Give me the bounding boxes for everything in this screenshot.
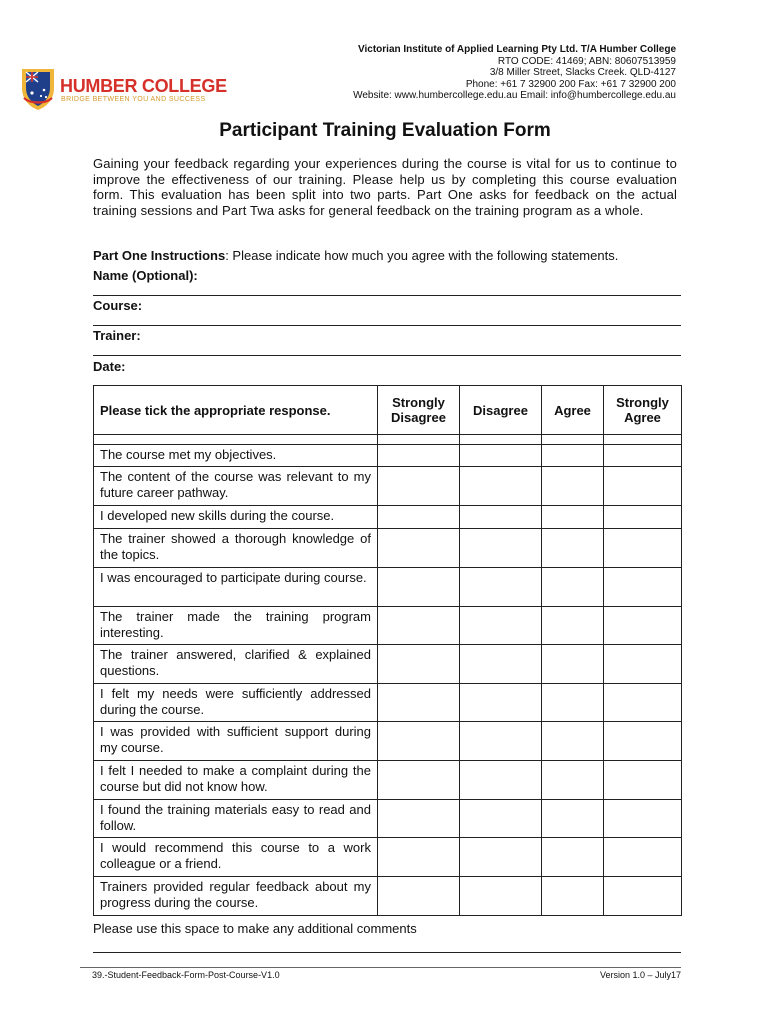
part-one-instructions — [93, 248, 618, 263]
statement: The content of the course was relevant to my future career pathway. — [94, 467, 378, 506]
trainer-label: Trainer: — [93, 328, 141, 343]
header-disagree: Disagree — [460, 386, 542, 435]
tick-strongly-agree[interactable] — [604, 445, 682, 467]
humber-college-logo — [18, 66, 227, 112]
tick-strongly-disagree[interactable] — [378, 467, 460, 506]
phone-fax: Phone: +61 7 32900 200 Fax: +61 7 32900 200 — [465, 78, 676, 90]
address: 3/8 Miller Street, Slacks Creek. QLD-4127 — [489, 67, 676, 79]
tick-strongly-disagree[interactable] — [378, 445, 460, 467]
table-row — [94, 684, 682, 722]
statement: I found the training materials easy to read and follow. — [94, 800, 378, 838]
tick-disagree[interactable] — [460, 568, 542, 607]
statement: Trainers provided regular feedback about my progress during the course. — [94, 877, 378, 916]
footer-version: Version 1.0 – July17 — [599, 970, 681, 980]
logo-tagline: BRIDGE BETWEEN YOU AND SUCCESS — [61, 96, 206, 103]
tick-strongly-disagree[interactable] — [378, 722, 460, 761]
tick-strongly-disagree[interactable] — [378, 684, 460, 722]
website-email: Website: www.humbercollege.edu.au Email: info@humbercollege.edu.au — [353, 90, 676, 102]
tick-disagree[interactable] — [460, 506, 542, 529]
evaluation-table — [93, 385, 682, 916]
tick-agree[interactable] — [542, 722, 604, 761]
tick-strongly-disagree[interactable] — [378, 568, 460, 607]
tick-agree[interactable] — [542, 645, 604, 684]
tick-strongly-agree[interactable] — [604, 529, 682, 568]
table-row — [94, 800, 682, 838]
tick-strongly-agree[interactable] — [604, 722, 682, 761]
name-label: Name (Optional): — [93, 268, 198, 283]
tick-strongly-disagree[interactable] — [378, 761, 460, 800]
tick-strongly-agree[interactable] — [604, 506, 682, 529]
tick-disagree[interactable] — [460, 445, 542, 467]
tick-strongly-agree[interactable] — [604, 800, 682, 838]
page-title: Participant Training Evaluation Form — [219, 120, 551, 141]
statement: I felt I needed to make a complaint during the course but did not know how. — [94, 761, 378, 800]
comments-input-line[interactable] — [93, 952, 681, 953]
tick-agree[interactable] — [542, 761, 604, 800]
tick-strongly-agree[interactable] — [604, 467, 682, 506]
header-agree: Agree — [542, 386, 604, 435]
tick-strongly-disagree[interactable] — [378, 506, 460, 529]
tick-strongly-agree[interactable] — [604, 838, 682, 877]
rto-code: RTO CODE: 41469; ABN: 80607513959 — [497, 55, 676, 67]
tick-disagree[interactable] — [460, 877, 542, 916]
trainer-line — [93, 355, 681, 356]
statement: I was provided with sufficient support during my course. — [94, 722, 378, 761]
tick-agree[interactable] — [542, 877, 604, 916]
tick-agree[interactable] — [542, 684, 604, 722]
statement: I was encouraged to participate during course. — [94, 568, 378, 607]
tick-disagree[interactable] — [460, 761, 542, 800]
intro-paragraph: Gaining your feedback regarding your experiences during the course is vital for us to continue to improve the effectiveness of our training. Please help us by completing this course evaluation form. This evaluation has been split into two parts. Part One asks for feedback on the actual training sessions and Part Twa asks for general feedback on the training program as a whole. — [93, 156, 677, 218]
course-label: Course: — [93, 298, 143, 313]
table-header-row — [94, 386, 682, 435]
organization-name: Victorian Institute of Applied Learning Pty Ltd. T/A Humber College — [358, 44, 676, 55]
table-row — [94, 722, 682, 761]
tick-agree[interactable] — [542, 607, 604, 645]
organization-header — [353, 44, 676, 102]
tick-agree[interactable] — [542, 838, 604, 877]
table-row — [94, 506, 682, 529]
tick-agree[interactable] — [542, 800, 604, 838]
header-strongly-agree: Strongly Agree — [604, 386, 682, 435]
statement: I developed new skills during the course. — [94, 506, 378, 529]
tick-disagree[interactable] — [460, 645, 542, 684]
tick-strongly-disagree[interactable] — [378, 838, 460, 877]
logo-name: HUMBER COLLEGE — [60, 76, 227, 96]
header-prompt: Please tick the appropriate response. — [94, 386, 378, 435]
tick-strongly-agree[interactable] — [604, 607, 682, 645]
table-row — [94, 568, 682, 607]
course-field[interactable] — [93, 296, 681, 326]
statement: I felt my needs were sufficiently addressed during the course. — [94, 684, 378, 722]
tick-strongly-agree[interactable] — [604, 568, 682, 607]
table-row — [94, 445, 682, 467]
tick-strongly-agree[interactable] — [604, 645, 682, 684]
header-strongly-disagree: Strongly Disagree — [378, 386, 460, 435]
tick-agree[interactable] — [542, 445, 604, 467]
statement: The trainer answered, clarified & explained questions. — [94, 645, 378, 684]
tick-agree[interactable] — [542, 529, 604, 568]
tick-disagree[interactable] — [460, 722, 542, 761]
tick-strongly-disagree[interactable] — [378, 800, 460, 838]
tick-strongly-agree[interactable] — [604, 761, 682, 800]
tick-strongly-agree[interactable] — [604, 877, 682, 916]
tick-agree[interactable] — [542, 506, 604, 529]
statement: The course met my objectives. — [94, 445, 378, 467]
tick-agree[interactable] — [542, 467, 604, 506]
crest-icon — [18, 66, 58, 112]
trainer-field[interactable] — [93, 326, 681, 356]
statement: The trainer showed a thorough knowledge of the topics. — [94, 529, 378, 568]
table-row — [94, 645, 682, 684]
table-row — [94, 838, 682, 877]
tick-disagree[interactable] — [460, 529, 542, 568]
table-spacer-row — [94, 435, 682, 445]
part-one-text: : Please indicate how much you agree with the following statements. — [225, 248, 619, 263]
tick-strongly-disagree[interactable] — [378, 877, 460, 916]
statement: I would recommend this course to a work colleague or a friend. — [94, 838, 378, 877]
tick-agree[interactable] — [542, 568, 604, 607]
footer-document-name: 39.-Student-Feedback-Form-Post-Course-V1.0 — [92, 970, 280, 980]
name-field[interactable] — [93, 266, 681, 296]
table-row — [94, 529, 682, 568]
tick-disagree[interactable] — [460, 838, 542, 877]
table-row — [94, 761, 682, 800]
tick-strongly-disagree[interactable] — [378, 645, 460, 684]
tick-disagree[interactable] — [460, 684, 542, 722]
footer-divider — [80, 967, 681, 968]
tick-strongly-disagree[interactable] — [378, 607, 460, 645]
date-field[interactable] — [93, 357, 681, 381]
comments-prompt: Please use this space to make any additional comments — [93, 921, 417, 936]
tick-disagree[interactable] — [460, 800, 542, 838]
table-row — [94, 877, 682, 916]
date-label: Date: — [93, 359, 126, 374]
table-row — [94, 607, 682, 645]
tick-disagree[interactable] — [460, 467, 542, 506]
tick-strongly-disagree[interactable] — [378, 529, 460, 568]
statement: The trainer made the training program interesting. — [94, 607, 378, 645]
part-one-label: Part One Instructions — [93, 248, 226, 263]
table-row — [94, 467, 682, 506]
tick-disagree[interactable] — [460, 607, 542, 645]
tick-strongly-agree[interactable] — [604, 684, 682, 722]
